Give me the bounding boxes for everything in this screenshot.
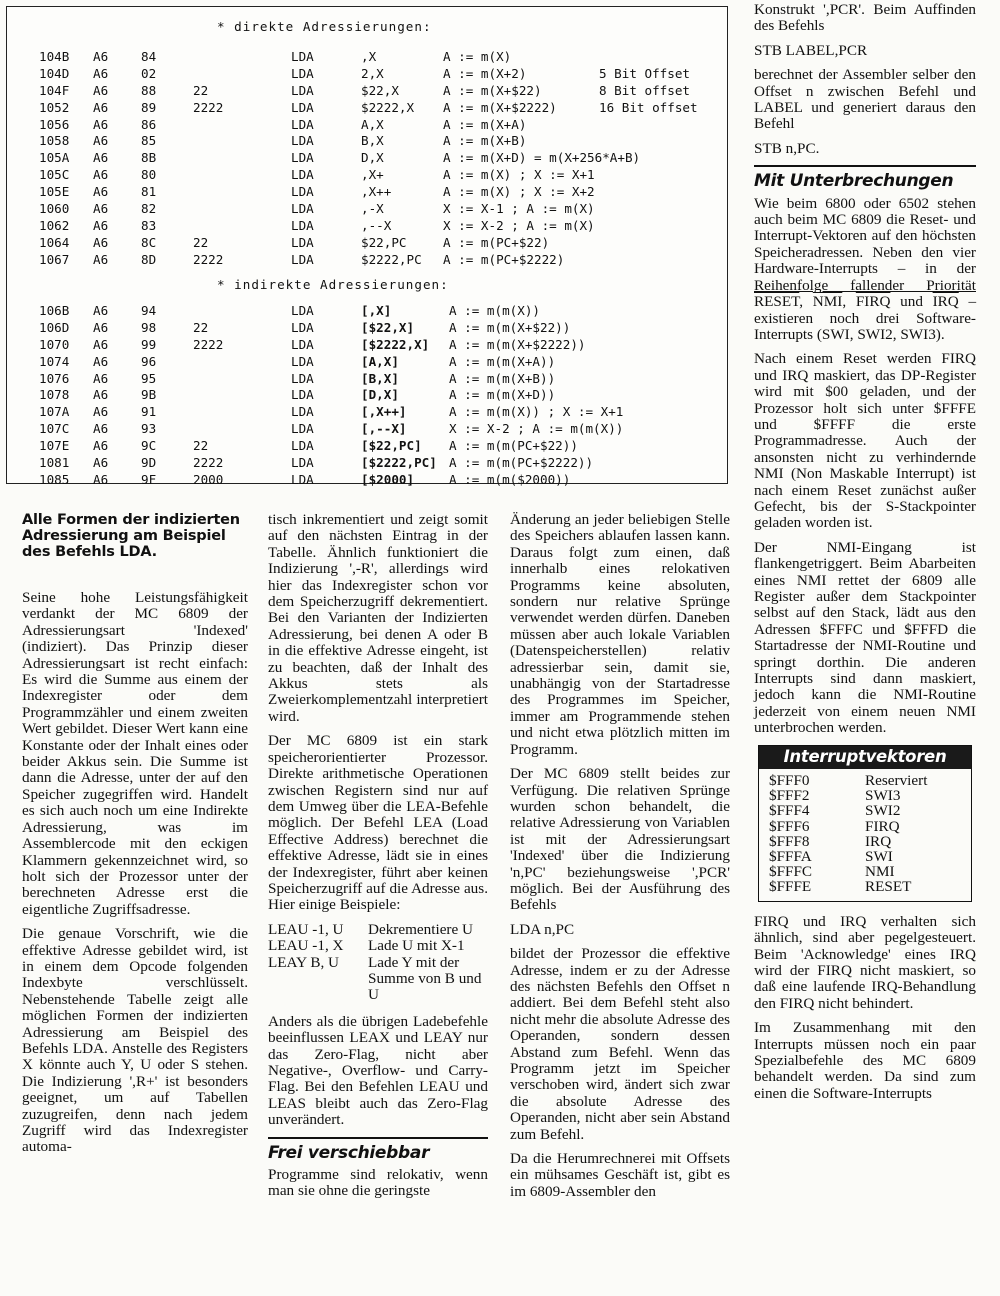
listing-arg: A,X	[361, 116, 384, 132]
listing-op: A6	[93, 353, 109, 369]
listing-op: A6	[93, 404, 109, 420]
vector-address: $FFFE	[769, 878, 812, 896]
listing-mn: LDA	[291, 49, 314, 64]
listing-arg: [,X]	[361, 303, 392, 318]
lea-examples	[268, 922, 488, 1004]
listing-eff: A := m(m(X+$22))	[449, 319, 571, 335]
interrupt-vector-box	[758, 745, 972, 902]
listing-post: 82	[141, 201, 157, 217]
section-heading: Frei verschiebbar	[268, 1137, 488, 1161]
vector-name: IRQ	[865, 832, 892, 850]
listing-op: A6	[93, 251, 109, 267]
listing-off: 22	[193, 234, 209, 250]
vector-name: Reserviert	[865, 772, 928, 790]
text-run: – existieren noch drei Software-Interrupts (SWI, SWI2, SWI3).	[754, 293, 977, 343]
vector-address: $FFF0	[769, 772, 810, 790]
column-3	[510, 512, 730, 1208]
listing-op: A6	[93, 438, 109, 454]
listing-arg: [$2222,PC]	[361, 455, 437, 471]
paragraph: berechnet der Assembler selber den Offset n zwischen Befehl und LABEL und generiert daraus den Befehl	[754, 66, 976, 133]
listing-addr: 105A	[39, 150, 70, 166]
listing-mn: LDA	[291, 438, 314, 454]
paragraph: Da die Herumrechnerei mit Offsets ein mühsames Geschäft ist, gibt es im 6809-Assembler den	[510, 1150, 730, 1200]
listing-row	[39, 66, 729, 83]
listing-row	[39, 150, 729, 167]
vector-name: RESET	[865, 878, 912, 896]
listing-row	[39, 133, 729, 150]
listing-op: A6	[93, 82, 109, 98]
listing-arg: [$2000]	[361, 471, 415, 487]
listing-post: 8B	[141, 150, 157, 166]
listing-row	[39, 100, 729, 117]
example-desc: Lade Y mit der Summe von B und U	[368, 953, 482, 1004]
listing-row	[39, 421, 689, 438]
paragraph: Konstrukt ',PCR'. Beim Auffinden des Befehls	[754, 1, 976, 35]
listing-addr: 105C	[39, 167, 70, 183]
listing-mn: LDA	[291, 336, 314, 352]
paragraph: Der MC 6809 ist ein stark speicherorientierter Prozessor. Direkte arithmetische Operationen zwischen Registern sind nur auf dem Umweg über die LEA-Befehle möglich. Der Befehl LEA (Load Effective Address) berechnet die effektive Adresse, lädt sie in eines der Indexregister, führt aber keinen Speicherzugriff auf die Adresse aus. Hier einige Beispiele:	[268, 732, 488, 914]
column-1	[22, 590, 248, 1164]
vector-address: $FFFA	[769, 848, 812, 866]
listing-op: A6	[93, 336, 109, 352]
listing-arg: $22,X	[361, 82, 399, 98]
paragraph: FIRQ und IRQ verhalten sich ähnlich, sind aber pegelgesteuert. Beim 'Acknowledge' eines IRQ wird der FIRQ nicht maskiert, so daß eine laufende IRQ-Behandlung den FIRQ nicht behindert.	[754, 912, 976, 1012]
listing-arg: [$22,X]	[361, 319, 415, 335]
listing-arg: [A,X]	[361, 353, 399, 369]
listing-op: A6	[93, 455, 109, 471]
vector-name: FIRQ	[865, 817, 900, 835]
listing-row	[39, 83, 729, 100]
listing-arg: [$2222,X]	[361, 336, 430, 352]
listing-addr: 105E	[39, 184, 70, 200]
listing-post: 8C	[141, 234, 157, 250]
paragraph: Änderung an jeder beliebigen Stelle des Speichers ablaufen lassen kann. Daraus folgt zum einen, daß innerhalb eines relokativen Programms keine absoluten, sondern nur relative Sprünge verwendet werden dürfen. Daneben müssen aber auch lokale Variablen (Datenspeicherstellen) relativ adressierbar sein, damit sie, unabhängig von der Startadresse des Programmes im Speicher, immer am Programmende stehen und nicht etwa plötzlich mitten im Programm.	[510, 511, 730, 758]
listing-mn: LDA	[291, 370, 314, 386]
listing-post: 9C	[141, 438, 157, 454]
listing-off: 2222	[193, 251, 224, 267]
listing-row	[39, 371, 689, 388]
listing-mn: LDA	[291, 421, 314, 437]
listing-op: A6	[93, 303, 109, 318]
listing-note: 5 Bit Offset	[599, 65, 690, 81]
listing-addr: 104F	[39, 82, 70, 98]
listing-post: 93	[141, 421, 157, 437]
listing-eff: X := X-1 ; A := m(X)	[443, 201, 595, 217]
listing-off: 22	[193, 82, 209, 98]
listing-addr: 1078	[39, 387, 70, 403]
listing-eff: A := m(m(X+D))	[449, 387, 556, 403]
vector-name: NMI	[865, 863, 895, 881]
listing-arg: D,X	[361, 150, 384, 166]
direct-heading: * direkte Adressierungen:	[217, 19, 432, 34]
listing-post: 88	[141, 82, 157, 98]
listing-eff: A := m(X) ; X := X+1	[443, 167, 595, 183]
listing-addr: 1060	[39, 201, 70, 217]
listing-op: A6	[93, 234, 109, 250]
text-run: Reihenfolge fallender Priorität	[754, 276, 976, 294]
listing-row	[39, 438, 689, 455]
paragraph: Nach einem Reset werden FIRQ und IRQ maskiert, das DP-Register wird mit $00 geladen, und der Prozessor holt sich unter $FFFE und $FFFF die erste Programmadresse. Auch der ansonsten nicht zu verhindernde NMI (Non Maskable Interrupt) ist nach einem Reset zunächst außer Gefecht, bis der S-Stackpointer geladen worden ist.	[754, 350, 976, 532]
listing-arg: [D,X]	[361, 387, 399, 403]
listing-arg: ,X	[361, 49, 377, 64]
vector-address: $FFF2	[769, 787, 810, 805]
listing-op: A6	[93, 184, 109, 200]
listing-mn: LDA	[291, 387, 314, 403]
listing-post: 83	[141, 217, 157, 233]
listing-mn: LDA	[291, 65, 314, 81]
listing-mn: LDA	[291, 455, 314, 471]
paragraph: tisch inkrementiert und zeigt somit auf den nächsten Eintrag in der Tabelle. Ähnlich funktioniert die Indizierung ',-R', allerdings wird hier das Indexregister schon vor dem Speicherzugriff dekrementiert. Bei den Varianten der Indizierten Adressierung, bei denen A oder B in die effektive Adresse eingeht, ist zu beachten, daß der Inhalt des Akkus stets als Zweierkomplementzahl interpretiert wird.	[268, 511, 488, 725]
listing-eff: A := m(PC+$22)	[443, 234, 550, 250]
listing-eff: A := m(X+D) = m(X+256*A+B)	[443, 150, 641, 166]
listing-post: 89	[141, 99, 157, 115]
listing-addr: 106D	[39, 319, 70, 335]
listing-op: A6	[93, 387, 109, 403]
vector-address: $FFFC	[769, 863, 813, 881]
listing-note: 16 Bit offset	[599, 99, 698, 115]
section-heading: Mit Unterbrechungen	[754, 165, 976, 189]
listing-eff: A := m(PC+$2222)	[443, 251, 565, 267]
listing-mn: LDA	[291, 150, 314, 166]
listing-eff: A := m(X+$22)	[443, 82, 542, 98]
listing-mn: LDA	[291, 201, 314, 217]
vector-name: SWI	[865, 848, 893, 866]
listing-eff: A := m(m($2000))	[449, 471, 571, 487]
listing-mn: LDA	[291, 251, 314, 267]
listing-arg: B,X	[361, 133, 384, 149]
listing-row	[39, 303, 689, 320]
listing-addr: 107C	[39, 421, 70, 437]
listing-op: A6	[93, 370, 109, 386]
indirect-rows	[39, 303, 689, 489]
reset-signal: RESET	[754, 293, 800, 311]
listing-eff: A := m(X+$2222)	[443, 99, 557, 115]
listing-post: 85	[141, 133, 157, 149]
listing-row	[39, 472, 689, 489]
listing-addr: 1076	[39, 370, 70, 386]
listing-row	[39, 337, 689, 354]
text-run: und	[900, 293, 923, 311]
listing-post: 81	[141, 184, 157, 200]
listing-post: 8D	[141, 251, 157, 267]
listing-mn: LDA	[291, 404, 314, 420]
code-line: LDA n,PC	[510, 920, 575, 938]
listing-mn: LDA	[291, 234, 314, 250]
vector-table	[759, 769, 971, 895]
listing-post: 80	[141, 167, 157, 183]
vector-address: $FFF4	[769, 802, 810, 820]
listing-row	[39, 320, 689, 337]
assembler-listing	[6, 6, 728, 487]
listing-addr: 1074	[39, 353, 70, 369]
listing-eff: A := m(m(PC+$22))	[449, 438, 578, 454]
paragraph: Der MC 6809 stellt beides zur Verfügung. Die relativen Sprünge wurden schon behandelt, die relative Adressierung von Variablen ist mit der Adressierungsart 'Indexed' über die Indizierung 'n,PC' beziehungsweise ',PCR' möglich. Bei der Ausführung des Befehls	[510, 765, 730, 914]
listing-post: 9B	[141, 387, 157, 403]
listing-note: 8 Bit offset	[599, 82, 690, 98]
vector-name: SWI2	[865, 802, 901, 820]
listing-row	[39, 218, 729, 235]
listing-row	[39, 404, 689, 421]
listing-mn: LDA	[291, 82, 314, 98]
paragraph: Programme sind relokativ, wenn man sie ohne die geringste	[268, 1166, 488, 1200]
direct-rows	[39, 49, 729, 269]
vector-address: $FFF6	[769, 817, 810, 835]
listing-post: 99	[141, 336, 157, 352]
listing-post: 9D	[141, 455, 157, 471]
listing-addr: 104D	[39, 65, 70, 81]
paragraph: Anders als die übrigen Ladebefehle beeinflussen LEAX und LEAY nur das Zero-Flag, nicht aber Negative-, Overflow- und Carry-Flag. Bei den Befehlen LEAU und LEAS bleibt auch das Zero-Flag unverändert.	[268, 1012, 488, 1129]
listing-mn: LDA	[291, 217, 314, 233]
listing-mn: LDA	[291, 319, 314, 335]
listing-op: A6	[93, 99, 109, 115]
listing-eff: X := X-2 ; A := m(X)	[443, 217, 595, 233]
listing-off: 22	[193, 438, 209, 454]
nmi-signal: $\overline{NMI}$	[812, 293, 843, 311]
listing-off: 2000	[193, 471, 224, 487]
paragraph: bildet der Prozessor die effektive Adresse, indem er zu der Adresse des nächsten Befehls den Offset n addiert. Bei dem Befehl steht also nicht mehr die absolute Adresse des Operanden, sondern dessen Abstand zum Befehl. Wenn das Programm jetzt im Speicher verschoben wird, ändert sich zwar die absolute Adresse des Operanden, nicht aber sein Abstand zum Befehl.	[510, 945, 730, 1143]
column-2	[268, 512, 488, 1208]
listing-post: 02	[141, 65, 157, 81]
listing-post: 91	[141, 404, 157, 420]
listing-op: A6	[93, 217, 109, 233]
listing-row	[39, 49, 729, 66]
listing-off: 2222	[193, 455, 224, 471]
listing-off: 22	[193, 319, 209, 335]
listing-op: A6	[93, 201, 109, 217]
listing-post: 96	[141, 353, 157, 369]
listing-addr: 1070	[39, 336, 70, 352]
listing-row	[39, 387, 689, 404]
listing-mn: LDA	[291, 116, 314, 132]
box-title: Interruptvektoren	[759, 746, 971, 769]
listing-arg: $2222,PC	[361, 251, 422, 267]
listing-addr: 1064	[39, 234, 70, 250]
text-run: Wie beim 6800 oder 6502 stehen auch beim MC 6809 die Reset- und Interrupt-Vektoren auf den höchsten Speicheradressen. Neben den vier Hardware-Interrupts – in der	[754, 194, 976, 278]
listing-mn: LDA	[291, 353, 314, 369]
listing-post: 95	[141, 370, 157, 386]
listing-addr: 1081	[39, 455, 70, 471]
code-line: STB LABEL,PCR	[754, 41, 868, 59]
listing-row	[39, 184, 729, 201]
listing-eff: A := m(X+2)	[443, 65, 527, 81]
listing-op: A6	[93, 65, 109, 81]
listing-post: 84	[141, 49, 157, 64]
paragraph: Wie beim 6800 oder 6502 stehen auch beim MC 6809 die Reset- und Interrupt-Vektoren auf den höchsten Speicheradressen. Neben den vier Hardware-Interrupts – in der Reihenfolge fallender Priorität RESET, $\overline{NMI}$, FIRQ und $\overline{IRQ}$ – existieren noch drei Software-Interrupts (SWI, SWI2, SWI3).	[754, 194, 977, 343]
listing-addr: 107A	[39, 404, 70, 420]
indirect-heading: * indirekte Adressierungen:	[217, 277, 449, 292]
listing-addr: 1067	[39, 251, 70, 267]
listing-row	[39, 455, 689, 472]
listing-mn: LDA	[291, 471, 314, 487]
listing-arg: $2222,X	[361, 99, 415, 115]
listing-post: 94	[141, 303, 157, 318]
listing-arg: ,--X	[361, 217, 392, 233]
listing-row	[39, 354, 689, 371]
listing-mn: LDA	[291, 167, 314, 183]
listing-off: 2222	[193, 336, 224, 352]
listing-off: 2222	[193, 99, 224, 115]
listing-post: 86	[141, 116, 157, 132]
listing-op: A6	[93, 319, 109, 335]
listing-eff: A := m(m(X+$2222))	[449, 336, 586, 352]
listing-op: A6	[93, 167, 109, 183]
paragraph: Der NMI-Eingang ist flankengetriggert. Beim Abarbeiten eines NMI rettet der 6809 alle Register außer dem Stackpointer selbst auf den Stack, lädt aus den Adressen $FFFC und $FFFD die Startadresse der NMI-Routine und springt dorthin. Die anderen Interrupts sind dann maskiert, jedoch kann die NMI-Routine jederzeit von einem neuen NMI unterbrochen werden.	[754, 538, 976, 737]
listing-mn: LDA	[291, 184, 314, 200]
example-desc: Lade U mit X-1	[368, 937, 465, 955]
listing-row	[39, 252, 729, 269]
listing-arg: [,X++]	[361, 404, 407, 420]
listing-mn: LDA	[291, 99, 314, 115]
example-code: LEAU -1, U	[268, 920, 344, 938]
listing-arg: ,-X	[361, 201, 384, 217]
firq-signal: FIRQ	[855, 293, 891, 311]
vector-address: $FFF8	[769, 832, 810, 850]
listing-eff: A := m(m(X+B))	[449, 370, 556, 386]
listing-arg: ,X+	[361, 167, 384, 183]
figure-caption: Alle Formen der indizierten Adressierung am Beispiel des Befehls LDA.	[22, 512, 240, 560]
listing-row	[39, 117, 729, 134]
example-code: LEAY B, U	[268, 953, 340, 971]
listing-op: A6	[93, 150, 109, 166]
listing-row	[39, 167, 729, 184]
paragraph: Im Zusammenhang mit den Interrupts müssen noch ein paar Spezialbefehle des MC 6809 behandelt werden. Da sind zum einen die Software-Interrupts	[754, 1019, 976, 1102]
listing-addr: 104B	[39, 49, 70, 64]
listing-mn: LDA	[291, 133, 314, 149]
listing-addr: 1062	[39, 217, 70, 233]
listing-eff: A := m(m(X))	[449, 303, 540, 318]
listing-arg: ,X++	[361, 184, 392, 200]
irq-signal: $\overline{IRQ}$	[932, 293, 959, 311]
listing-op: A6	[93, 133, 109, 149]
listing-row	[39, 201, 729, 218]
listing-eff: A := m(m(X)) ; X := X+1	[449, 404, 624, 420]
listing-addr: 1085	[39, 471, 70, 487]
column-4	[754, 2, 976, 1110]
listing-row	[39, 235, 729, 252]
listing-arg: 2,X	[361, 65, 384, 81]
listing-eff: X := X-2 ; A := m(m(X))	[449, 421, 624, 437]
listing-arg: [,--X]	[361, 421, 407, 437]
listing-op: A6	[93, 116, 109, 132]
listing-eff: A := m(X+A)	[443, 116, 527, 132]
paragraph: Seine hohe Leistungsfähigkeit verdankt der MC 6809 der Adressierungsart 'Indexed' (indiziert). Das Prinzip dieser Adressierungsart ist recht einfach: Es wird die Summe aus einem der Indexregister oder dem Programmzähler und einem zweiten Wert gebildet. Dieser Wert kann eine Konstante oder der Inhalt eines oder beider Akkus sein. Die Summe ist dann die Adresse, unter der auf den Speicher zugegriffen wird. Handelt es sich auch noch um eine Indirekte Adressierung, was im Assemblercode mit den eckigen Klammern gekennzeichnet wird, so holt sich der Prozessor unter der berechneten Adresse erst die eigentliche Zugriffsadresse.	[22, 589, 248, 918]
example-desc: Dekrementiere U	[368, 920, 473, 938]
listing-addr: 1058	[39, 133, 70, 149]
listing-eff: A := m(m(PC+$2222))	[449, 455, 594, 471]
listing-addr: 106B	[39, 303, 70, 318]
listing-addr: 1052	[39, 99, 70, 115]
listing-op: A6	[93, 49, 109, 64]
listing-addr: 107E	[39, 438, 70, 454]
listing-eff: A := m(X) ; X := X+2	[443, 184, 595, 200]
listing-mn: LDA	[291, 303, 314, 318]
listing-arg: [$22,PC]	[361, 438, 422, 454]
listing-arg: [B,X]	[361, 370, 399, 386]
listing-eff: A := m(X+B)	[443, 133, 527, 149]
listing-post: 9F	[141, 471, 157, 487]
vector-name: SWI3	[865, 787, 901, 805]
listing-op: A6	[93, 421, 109, 437]
listing-addr: 1056	[39, 116, 70, 132]
paragraph: Die genaue Vorschrift, wie die effektive Adresse gebildet wird, ist in einem dem Opcode folgenden Indexbyte verschlüsselt. Nebenstehende Tabelle zeigt alle möglichen Formen der indizierten Adressierung am Beispiel des Befehls LDA. Anstelle des Registers X könnte auch Y, U oder S stehen. Die Indizierung ',R+' ist besonders geeignet, um auf Tabellen zuzugreifen, denn nach jedem Zugriff wird das Indexregister automa-	[22, 925, 248, 1156]
listing-op: A6	[93, 471, 109, 487]
example-code: LEAU -1, X	[268, 937, 344, 955]
listing-post: 98	[141, 319, 157, 335]
listing-eff: A := m(X)	[443, 49, 512, 64]
listing-arg: $22,PC	[361, 234, 407, 250]
listing-eff: A := m(m(X+A))	[449, 353, 556, 369]
code-line: STB n,PC.	[754, 139, 820, 157]
